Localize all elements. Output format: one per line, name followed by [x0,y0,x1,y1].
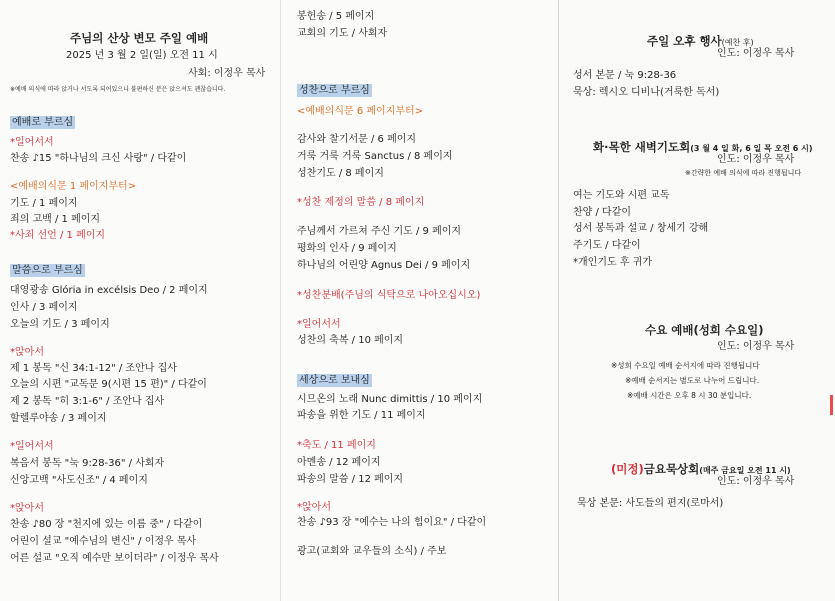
order-item: 감사와 찰기서문 / 6 페이지 [297,134,417,145]
dawn-prayer-heading: 화·목한 새벽기도회(3 월 4 일 화, 6 일 목 오전 6 시) [593,140,813,154]
section-heading: 예배로 부르심 [12,117,74,128]
wednesday-leader: 인도: 이정우 목사 [717,341,795,352]
order-item: 찬송 ♪80 장 "천지에 있는 이름 중" / 다같이 [10,519,203,530]
wednesday-note: ※성희 수요일 예배 순서지에 따라 진행됩니다 [611,361,760,370]
order-item: 평화의 인사 / 9 페이지 [297,243,397,254]
order-item: 제 1 봉독 "신 34:1-12" / 조안나 집사 [10,363,177,374]
order-item: 파송의 말씀 / 12 페이지 [297,474,404,485]
order-item: 성찬기도 / 8 페이지 [297,168,384,179]
dawn-item: *개인기도 후 귀가 [573,257,652,268]
service-date: 2025 년 3 월 2 일(일) 오전 11 시 [66,50,218,61]
cue-sit: *앉아서 [10,503,44,514]
friday-leader: 인도: 이정우 목사 [717,476,795,487]
order-item: 오늘의 기도 / 3 페이지 [10,319,110,330]
presider: 사회: 이정우 목사 [188,68,266,79]
cue-stand: *일어서서 [297,319,341,330]
order-item: 찬송 ♪93 장 "예수는 나의 힘이요" / 다같이 [297,517,487,528]
order-item: 신앙고백 "사도신조" / 4 페이지 [10,475,148,486]
order-item: 교회의 기도 / 사회자 [297,28,388,39]
order-item: 인사 / 3 페이지 [10,302,78,313]
order-item: *성찬 제정의 말씀 / 8 페이지 [297,197,425,208]
order-item: *축도 / 11 페이지 [297,440,376,451]
afternoon-leader: 인도: 이정우 목사 [717,48,795,59]
afternoon-text: 성서 본문 / 눅 9:28-36 [573,70,677,81]
order-item: 광고(교회와 교우들의 소식) / 주보 [297,546,447,557]
cue-sit: *앉아서 [10,347,44,358]
service-title: 주님의 산상 변모 주일 예배 [70,31,209,45]
order-item: 하나님의 어린양 Agnus Dei / 9 페이지 [297,260,471,271]
order-item: 거룩 거룩 거룩 Sanctus / 8 페이지 [297,151,453,162]
order-item: 어른 설교 "오직 예수만 보이더라" / 이정우 목사 [10,553,219,564]
dawn-item: 성서 봉독과 설교 / 창세기 강해 [573,223,709,234]
afternoon-heading: 주일 오후 행사(예찬 후) [647,34,754,48]
order-item: *사죄 선언 / 1 페이지 [10,230,106,241]
afternoon-meditation: 묵상: 렉시오 디비나(거룩한 독서) [573,87,720,98]
wednesday-heading: 수요 예배(성희 수요일) [645,323,764,337]
liturgy-range: <예배의식문 1 페이지부터> [10,181,137,192]
bulletin-page-2 [280,0,559,601]
wednesday-note: ※예배 시간은 오후 8 시 30 분입니다. [627,391,752,400]
cue-stand: *일어서서 [10,137,54,148]
bulletin-page-3 [558,0,835,601]
order-item: *성찬분배(주님의 식탁으로 나아오십시오) [297,290,481,301]
friday-heading: (미정)금요묵상회(매주 금요일 오전 11 시) [611,462,791,476]
order-item: 어린이 설교 "예수님의 변신" / 이정우 목사 [10,536,197,547]
bulletin-page-1 [0,0,280,601]
liturgy-range: <예배의식문 6 페이지부터> [297,106,424,117]
order-item: 기도 / 1 페이지 [10,198,78,209]
dawn-note: ※간략한 예배 의식에 따라 진행됩니다 [685,169,802,177]
dawn-leader: 인도: 이정우 목사 [717,154,795,165]
order-item: 오늘의 시편 "교독문 9(시편 15 편)" / 다같이 [10,379,207,390]
wednesday-note: ※예배 순서지는 별도로 나누어 드립니다. [625,376,760,385]
posture-note: ※예배 의식에 따라 앉거나 서도록 되어있으니 불편하신 분은 앉으셔도 괜찮습니다. [10,86,226,93]
cue-stand: *일어서서 [10,441,54,452]
friday-text: 묵상 본문: 사도들의 편지(로마서) [577,498,724,509]
order-item: 복음서 봉독 "눅 9:28-36" / 사회자 [10,458,165,469]
order-item: 죄의 고백 / 1 페이지 [10,214,101,225]
dawn-item: 주기도 / 다같이 [573,240,641,251]
order-item: 시므온의 노래 Nunc dimittis / 10 페이지 [297,394,483,405]
order-item: 대영광송 Glória in excélsis Deo / 2 페이지 [10,285,208,296]
section-heading: 세상으로 보내심 [299,375,370,386]
cue-sit: *앉아서 [297,502,331,513]
order-item: 성찬의 축복 / 10 페이지 [297,335,404,346]
order-item: 제 2 봉독 "히 3:1-6" / 조안나 집사 [10,396,165,407]
section-heading: 말씀으로 부르심 [12,265,83,276]
edge-marker [830,395,833,415]
order-item: 봉헌송 / 5 페이지 [297,11,375,22]
dawn-item: 여는 기도와 시편 교독 [573,190,670,201]
order-item: 주님께서 가르쳐 주신 기도 / 9 페이지 [297,226,462,237]
dawn-item: 찬양 / 다같이 [573,207,632,218]
order-item: 할렐루야송 / 3 페이지 [10,413,107,424]
order-item: 아멘송 / 12 페이지 [297,457,381,468]
order-item: 파송을 위한 기도 / 11 페이지 [297,410,426,421]
order-item: 찬송 ♪15 "하나님의 크신 사랑" / 다같이 [10,153,187,164]
section-heading: 성찬으로 부르심 [299,85,370,96]
